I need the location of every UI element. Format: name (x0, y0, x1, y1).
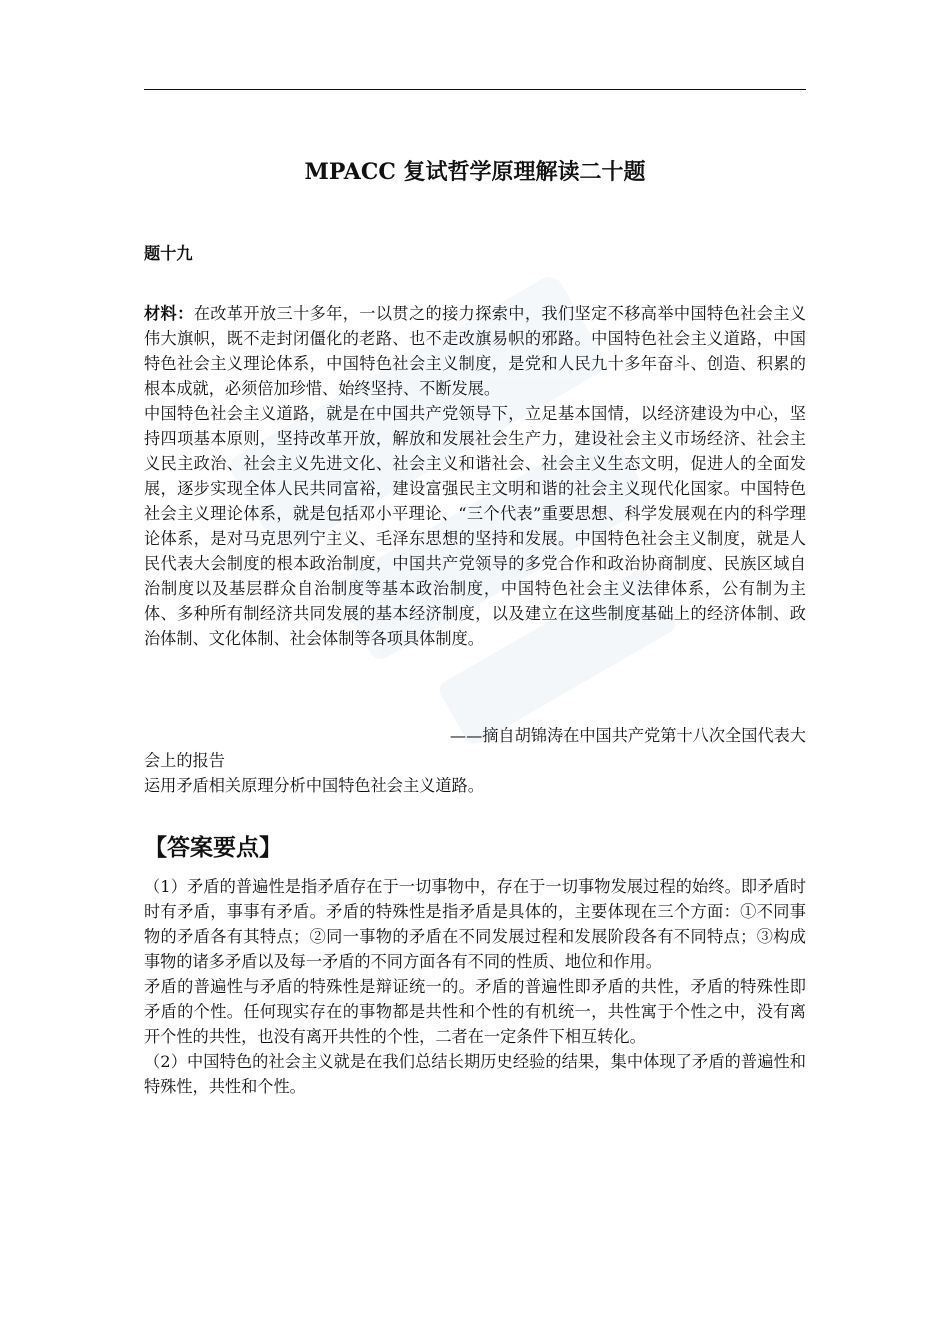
material-paragraph-2: 中国特色社会主义道路，就是在中国共产党领导下，立足基本国情，以经济建设为中心，坚持四项基本原则，坚持改革开放，解放和发展社会生产力，建设社会主义市场经济、社会主义民主政治、社会主义先进文化、社会主义和谐社会、社会主义生态文明，促进人的全面发展，逐步实现全体人民共同富裕，建设富强民主文明和谐的社会主义现代化国家。中国特色社会主义理论体系，就是包括邓小平理论、“三个代表”重要思想、科学发展观在内的科学理论体系，是对马克思列宁主义、毛泽东思想的坚持和发展。中国特色社会主义制度，就是人民代表大会制度的根本政治制度，中国共产党领导的多党合作和政治协商制度、民族区域自治制度以及基层群众自治制度等基本政治制度，中国特色社会主义法律体系，公有制为主体、多种所有制经济共同发展的基本经济制度，以及建立在这些制度基础上的经济体制、政治体制、文化体制、社会体制等各项具体制度。 (144, 404, 806, 648)
material-paragraph-1 (144, 301, 806, 401)
answer-heading: 【答案要点】 (144, 834, 282, 861)
material-source (144, 723, 806, 773)
material-text-1: 在改革开放三十多年，一以贯之的接力探索中，我们坚定不移高举中国特色社会主义伟大旗帜，既不走封闭僵化的老路、也不走改旗易帜的邪路。中国特色社会主义道路，中国特色社会主义理论体系，中国特色社会主义制度，是党和人民九十多年奋斗、创造、积累的根本成就，必须倍加珍惜、始终坚持、不断发展。 (144, 304, 807, 398)
source-line-2: 会上的报告 (144, 751, 225, 770)
material-label: 材料： (144, 304, 194, 323)
question-task: 运用矛盾相关原理分析中国特色社会主义道路。 (144, 776, 484, 795)
material-section (144, 301, 806, 651)
answer-paragraph-3: （2）中国特色的社会主义就是在我们总结长期历史经验的结果，集中体现了矛盾的普遍性和特殊性，共性和个性。 (144, 1052, 806, 1096)
answer-section (144, 874, 806, 1099)
header-rule (144, 89, 806, 90)
source-line-1: ——摘自胡锦涛在中国共产党第十八次全国代表大 (449, 726, 806, 745)
question-label: 题十九 (144, 244, 193, 263)
document-title: MPACC 复试哲学原理解读二十题 (304, 159, 646, 185)
answer-paragraph-1: （1）矛盾的普遍性是指矛盾存在于一切事物中，存在于一切事物发展过程的始终。即矛盾时时有矛盾，事事有矛盾。矛盾的特殊性是指矛盾是具体的，主要体现在三个方面：①不同事物的矛盾各有其特点；②同一事物的矛盾在不同发展过程和发展阶段各有不同特点；③构成事物的诸多矛盾以及每一矛盾的不同方面各有不同的性质、地位和作用。 (144, 877, 806, 971)
answer-paragraph-2: 矛盾的普遍性与矛盾的特殊性是辩证统一的。矛盾的普遍性即矛盾的共性，矛盾的特殊性即矛盾的个性。任何现实存在的事物都是共性和个性的有机统一，共性寓于个性之中，没有离开个性的共性，也没有离开共性的个性，二者在一定条件下相互转化。 (144, 977, 806, 1046)
